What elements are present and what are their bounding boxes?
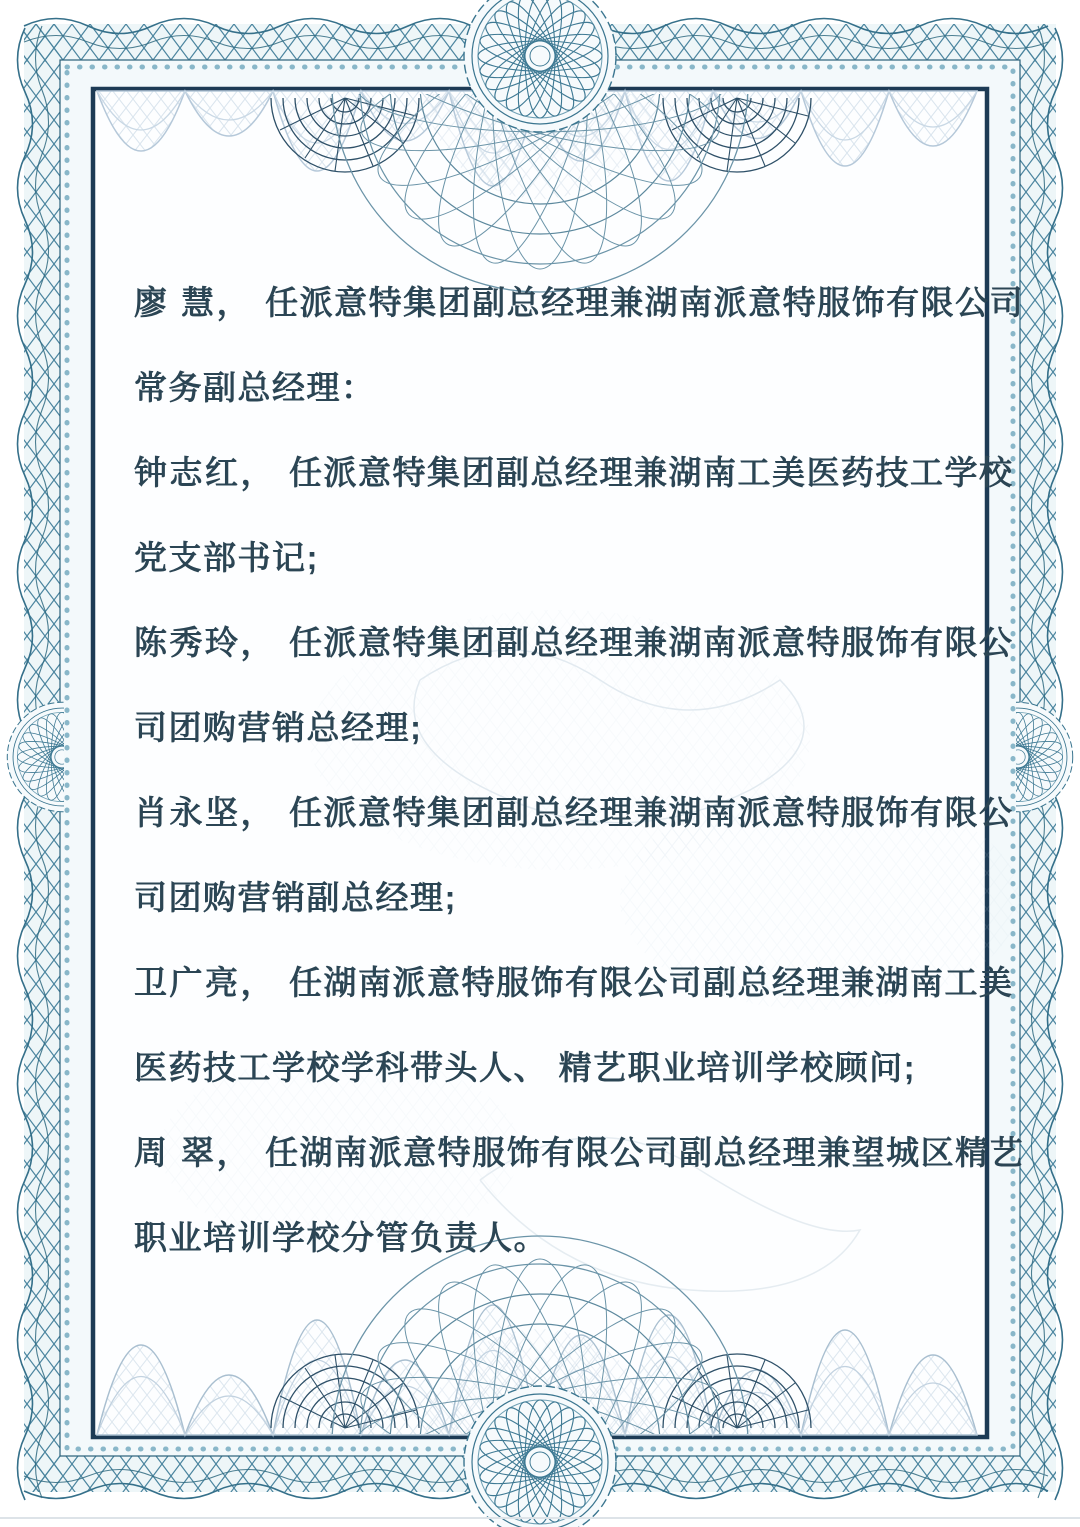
entry-6-line-2: 职业培训学校分管负责人。 xyxy=(134,1219,548,1256)
photo-bottom-edge xyxy=(0,1517,1080,1519)
entry-3-title-part-1: 任派意特集团副总经理兼湖南派意特服饰有限公 xyxy=(289,624,1014,661)
entry-1-line-1 xyxy=(134,260,1025,345)
entry-2-name: 钟志红， xyxy=(134,454,276,491)
entry-5-line-1 xyxy=(134,940,1014,1025)
entry-6-line-1 xyxy=(134,1110,1025,1195)
entry-4-title-part-1: 任派意特集团副总经理兼湖南派意特服饰有限公 xyxy=(289,794,1014,831)
entry-6-title-part-1: 任湖南派意特服饰有限公司副总经理兼望城区精艺 xyxy=(265,1134,1025,1171)
entry-1-title-part-1: 任派意特集团副总经理兼湖南派意特服饰有限公司 xyxy=(265,284,1025,321)
entry-5-line-2: 医药技工学校学科带头人、 精艺职业培训学校顾问; xyxy=(134,1049,917,1086)
entry-1-name: 廖 慧， xyxy=(134,284,253,321)
bottom-center-rosette xyxy=(464,1386,616,1527)
entry-3-line-1 xyxy=(134,600,1014,685)
entry-2-line-2: 党支部书记; xyxy=(134,539,319,576)
entry-4-line-1 xyxy=(134,770,1014,855)
entry-4-name: 肖永坚， xyxy=(134,794,276,831)
entry-4-line-2: 司团购营销副总经理; xyxy=(134,879,457,916)
entry-3-line-2: 司团购营销总经理; xyxy=(134,709,423,746)
entry-6-name: 周 翠， xyxy=(134,1134,253,1171)
entry-2-title-part-1: 任派意特集团副总经理兼湖南工美医药技工学校 xyxy=(289,454,1014,491)
entry-5-title-part-1: 任湖南派意特服饰有限公司副总经理兼湖南工美 xyxy=(289,964,1014,1001)
entry-2-line-1 xyxy=(134,430,1014,515)
entry-1-line-2: 常务副总经理： xyxy=(134,369,376,406)
appointment-list xyxy=(134,260,1025,1280)
entry-5-name: 卫广亮， xyxy=(134,964,276,1001)
entry-3-name: 陈秀玲， xyxy=(134,624,276,661)
